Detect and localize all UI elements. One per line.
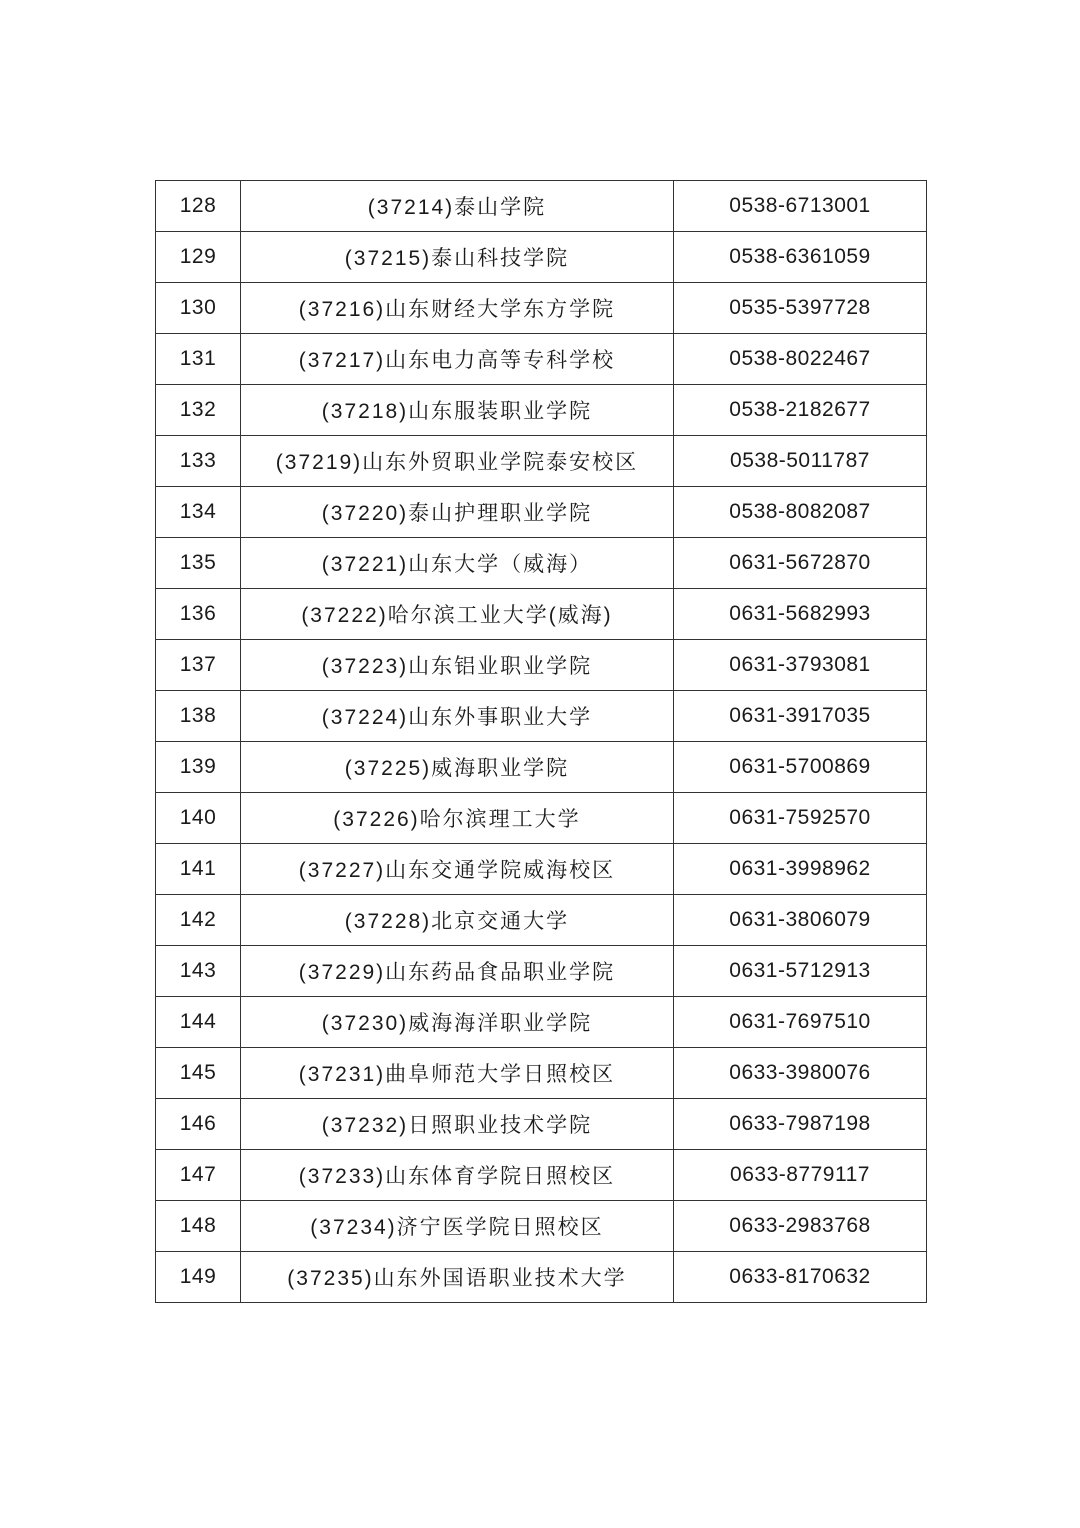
- institution-name: (37217)山东电力高等专科学校: [241, 334, 674, 385]
- institution-contact-table: [155, 180, 927, 1303]
- institution-name: (37216)山东财经大学东方学院: [241, 283, 674, 334]
- institution-name: (37231)曲阜师范大学日照校区: [241, 1048, 674, 1099]
- table-row: [156, 232, 927, 283]
- phone-number: 0631-3793081: [674, 640, 927, 691]
- institution-name: (37218)山东服装职业学院: [241, 385, 674, 436]
- phone-number: 0538-2182677: [674, 385, 927, 436]
- institution-name: (37227)山东交通学院威海校区: [241, 844, 674, 895]
- phone-number: 0631-3998962: [674, 844, 927, 895]
- phone-number: 0631-7697510: [674, 997, 927, 1048]
- table-row: [156, 1099, 927, 1150]
- row-number: 143: [156, 946, 241, 997]
- row-number: 141: [156, 844, 241, 895]
- row-number: 129: [156, 232, 241, 283]
- phone-number: 0631-5700869: [674, 742, 927, 793]
- phone-number: 0538-8082087: [674, 487, 927, 538]
- table-row: [156, 589, 927, 640]
- institution-name: (37222)哈尔滨工业大学(威海): [241, 589, 674, 640]
- table-body: [156, 181, 927, 1303]
- institution-name: (37228)北京交通大学: [241, 895, 674, 946]
- phone-number: 0633-8170632: [674, 1252, 927, 1303]
- institution-name: (37225)威海职业学院: [241, 742, 674, 793]
- row-number: 146: [156, 1099, 241, 1150]
- row-number: 128: [156, 181, 241, 232]
- row-number: 145: [156, 1048, 241, 1099]
- row-number: 139: [156, 742, 241, 793]
- table-row: [156, 436, 927, 487]
- row-number: 133: [156, 436, 241, 487]
- phone-number: 0633-8779117: [674, 1150, 927, 1201]
- institution-name: (37232)日照职业技术学院: [241, 1099, 674, 1150]
- table-row: [156, 1150, 927, 1201]
- institution-name: (37215)泰山科技学院: [241, 232, 674, 283]
- phone-number: 0631-5712913: [674, 946, 927, 997]
- table-row: [156, 283, 927, 334]
- table-row: [156, 385, 927, 436]
- phone-number: 0631-5682993: [674, 589, 927, 640]
- row-number: 140: [156, 793, 241, 844]
- row-number: 147: [156, 1150, 241, 1201]
- phone-number: 0633-2983768: [674, 1201, 927, 1252]
- institution-name: (37233)山东体育学院日照校区: [241, 1150, 674, 1201]
- row-number: 132: [156, 385, 241, 436]
- table-row: [156, 1252, 927, 1303]
- table-row: [156, 1048, 927, 1099]
- phone-number: 0538-8022467: [674, 334, 927, 385]
- table-row: [156, 538, 927, 589]
- table-row: [156, 181, 927, 232]
- row-number: 137: [156, 640, 241, 691]
- row-number: 138: [156, 691, 241, 742]
- row-number: 136: [156, 589, 241, 640]
- institution-name: (37234)济宁医学院日照校区: [241, 1201, 674, 1252]
- row-number: 134: [156, 487, 241, 538]
- phone-number: 0631-3806079: [674, 895, 927, 946]
- row-number: 149: [156, 1252, 241, 1303]
- table-row: [156, 691, 927, 742]
- table-row: [156, 997, 927, 1048]
- institution-name: (37230)威海海洋职业学院: [241, 997, 674, 1048]
- table-row: [156, 895, 927, 946]
- table-row: [156, 946, 927, 997]
- phone-number: 0631-5672870: [674, 538, 927, 589]
- phone-number: 0535-5397728: [674, 283, 927, 334]
- row-number: 144: [156, 997, 241, 1048]
- table-row: [156, 334, 927, 385]
- institution-name: (37223)山东铝业职业学院: [241, 640, 674, 691]
- table-row: [156, 742, 927, 793]
- institution-name: (37224)山东外事职业大学: [241, 691, 674, 742]
- institution-name: (37235)山东外国语职业技术大学: [241, 1252, 674, 1303]
- table-row: [156, 1201, 927, 1252]
- row-number: 131: [156, 334, 241, 385]
- phone-number: 0538-6361059: [674, 232, 927, 283]
- table-row: [156, 640, 927, 691]
- phone-number: 0631-3917035: [674, 691, 927, 742]
- row-number: 142: [156, 895, 241, 946]
- phone-number: 0631-7592570: [674, 793, 927, 844]
- table-row: [156, 844, 927, 895]
- institution-name: (37226)哈尔滨理工大学: [241, 793, 674, 844]
- phone-number: 0633-7987198: [674, 1099, 927, 1150]
- phone-number: 0633-3980076: [674, 1048, 927, 1099]
- institution-name: (37229)山东药品食品职业学院: [241, 946, 674, 997]
- institution-name: (37220)泰山护理职业学院: [241, 487, 674, 538]
- table-row: [156, 487, 927, 538]
- institution-name: (37221)山东大学（威海）: [241, 538, 674, 589]
- row-number: 135: [156, 538, 241, 589]
- phone-number: 0538-6713001: [674, 181, 927, 232]
- institution-name: (37214)泰山学院: [241, 181, 674, 232]
- row-number: 148: [156, 1201, 241, 1252]
- institution-name: (37219)山东外贸职业学院泰安校区: [241, 436, 674, 487]
- phone-number: 0538-5011787: [674, 436, 927, 487]
- row-number: 130: [156, 283, 241, 334]
- table-row: [156, 793, 927, 844]
